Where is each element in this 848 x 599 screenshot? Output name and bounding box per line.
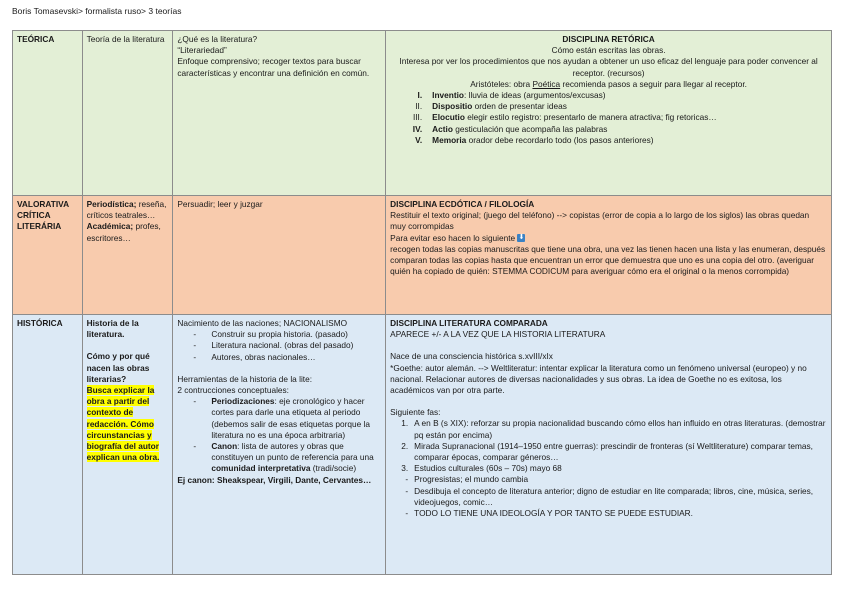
- list-item: V. Memoria orador debe recordarlo todo (los pasos anteriores): [415, 134, 654, 145]
- valorativa-col3: Persuadir; leer y juzgar: [173, 196, 386, 315]
- teorica-question: ¿Qué es la literatura?: [177, 34, 258, 44]
- list-item: III. Elocutio elegir estilo registro: presentarlo de manera atractiva; fig retoricas…: [412, 112, 717, 123]
- retorica-aristoteles: Aristóteles: obra Poética recomienda pasos a seguir para llegar al receptor.: [470, 78, 747, 89]
- teorica-enfoque: Enfoque comprensivo; recoger textos para buscar características y encontrar una definición en común.: [177, 56, 370, 78]
- construcciones-line: 2 contrucciones conceptuales:: [177, 385, 289, 396]
- phases-list: [396, 418, 827, 519]
- canon-example: Ej canon: Sheakspear, Virgili, Dante, Cervantes…: [177, 474, 372, 485]
- poetica-link: Poética: [532, 78, 561, 89]
- list-item: 3. Estudios culturales (60s – 70s) mayo 68: [401, 463, 562, 474]
- construcciones-list: [193, 396, 381, 474]
- list-item: - Periodizaciones: eje cronológico y hacer cortes para darle una etiqueta al periodo (debemos salir de esas etiquetas porque la literatura no es una época arbitraria): [193, 396, 371, 440]
- list-item: 1. A en B (s XIX): reforzar su propia nacionalidad buscando cómo ellos han influido en otras literaturas. (demostrar pq están por encima): [401, 418, 826, 440]
- historica-question: Cómo y por qué nacen las obras literarias?: [86, 351, 150, 384]
- ecdotica-title: DISCIPLINA ECDÓTICA / FILOLOGÍA: [390, 199, 535, 209]
- list-item: - TODO LO TIENE UNA IDEOLOGÍA Y POR TANTO SE PUEDE ESTUDIAR.: [405, 508, 693, 519]
- nacionalismo-list: [193, 329, 381, 363]
- retorica-subtitle: Cómo están escritas las obras.: [551, 45, 666, 56]
- retorica-title: DISCIPLINA RETÓRICA: [562, 34, 655, 44]
- historica-highlight: Busca explicar la obra a partir del contexto de redacción. Cómo circunstancias y biografía del autor explican una obra.: [86, 385, 160, 463]
- list-item: - Literatura nacional. (obras del pasado): [193, 340, 354, 351]
- list-item: - Progresistas; el mundo cambia: [405, 474, 529, 485]
- comparada-line1: APARECE +/- A LA VEZ QUE LA HISTORIA LITERATURA: [390, 329, 606, 340]
- comparada-line2: Nace de una consciencia histórica s.xvIII/xIx: [390, 351, 553, 362]
- teorica-col4: [386, 31, 832, 196]
- row-valorativa: [13, 196, 832, 315]
- list-item: II. Dispositio orden de presentar ideas: [415, 101, 567, 112]
- arrow-down-icon: ⬇: [518, 234, 525, 242]
- ecdotica-p1: Restituir el texto original; (juego del teléfono) --> copistas (error de copia a lo largo de los siglos) las obras quedan muy corrompidas: [390, 210, 810, 232]
- historica-col2: [82, 315, 173, 575]
- ecdotica-p3: recogen todas las copias manuscritas que tiene una obra, una vez las tienen hacen una lista y las enumeran, después comparan todas las copias hasta que encuentran un error que demuestra que uno es una copia del otro. (averiguar quién ha copiado de quién: STEMMA CODICUM para averiguar cómo era el original o la menos corrompida): [390, 243, 826, 277]
- retorica-steps: [408, 90, 827, 146]
- row-label-historica: HISTÓRICA: [13, 315, 83, 575]
- list-item: - Desdibuja el concepto de literatura anterior; digno de estudiar en lite comparada; libros, cine, música, series, videojuegos, comic…: [405, 485, 814, 507]
- nacionalismo-line: Nacimiento de las naciones; NACIONALISMO: [177, 318, 348, 328]
- list-item: - Canon: lista de autores y obras que constituyen un punto de referencia para una comunidad interpretativa (tradi/socie): [193, 441, 374, 474]
- historica-col4: [386, 315, 832, 575]
- historica-col3: [173, 315, 386, 575]
- list-item: - Autores, obras nacionales…: [193, 351, 316, 362]
- row-teorica: [13, 31, 832, 196]
- phases-title: Siguiente fas:: [390, 407, 441, 418]
- ecdotica-p2: Para evitar eso hacen lo siguiente ⬇: [390, 232, 525, 243]
- row-label-valorativa: VALORATIVA CRÍTICA LITERÁRIA: [13, 196, 83, 315]
- teorica-col2: Teoría de la literatura: [82, 31, 173, 196]
- teorica-col3: [173, 31, 386, 196]
- list-item: - Construir su propia historia. (pasado): [193, 329, 348, 340]
- teorica-literariedad: “Literariedad”: [177, 45, 227, 56]
- list-item: 2. Mirada Supranacional (1914–1950 entre guerras): prescindir de fronteras (sí Weltliterature) comparar temas, comparar épocas, comparar géneros…: [401, 440, 813, 463]
- list-item: I. Inventio: lluvia de ideas (argumentos/excusas): [417, 90, 606, 101]
- comparada-goethe: *Goethe: autor alemán. --> Weltliteratur: intentar explicar la literatura como un fenómeno universal (europeo) y no nacional. Relacionar autores de diversas nacionalidades y sus obras. La idea de Goethe no es exitosa, los académicos van por otra parte.: [390, 362, 807, 396]
- row-label-teorica: TEÓRICA: [13, 31, 83, 196]
- historica-title: Historia de la literatura.: [86, 318, 139, 340]
- retorica-intro: Interesa por ver los procedimientos que nos ayudan a obtener un uso eficaz del lenguaje para poder convencer al receptor. (recursos): [399, 56, 818, 78]
- theories-table: [12, 30, 832, 575]
- valorativa-col4: [386, 196, 832, 315]
- comparada-title: DISCIPLINA LITERATURA COMPARADA: [390, 318, 548, 328]
- valorativa-col2: Periodística; reseña, críticos teatrales… Académica; profes, escritores…: [82, 196, 173, 315]
- breadcrumb: Boris Tomasevski> formalista ruso> 3 teorías: [12, 6, 182, 16]
- list-item: IV. Actio gesticulación que acompaña las palabras: [412, 123, 608, 134]
- row-historica: [13, 315, 832, 575]
- herramientas-line: Herramientas de la historia de la lite:: [177, 373, 313, 384]
